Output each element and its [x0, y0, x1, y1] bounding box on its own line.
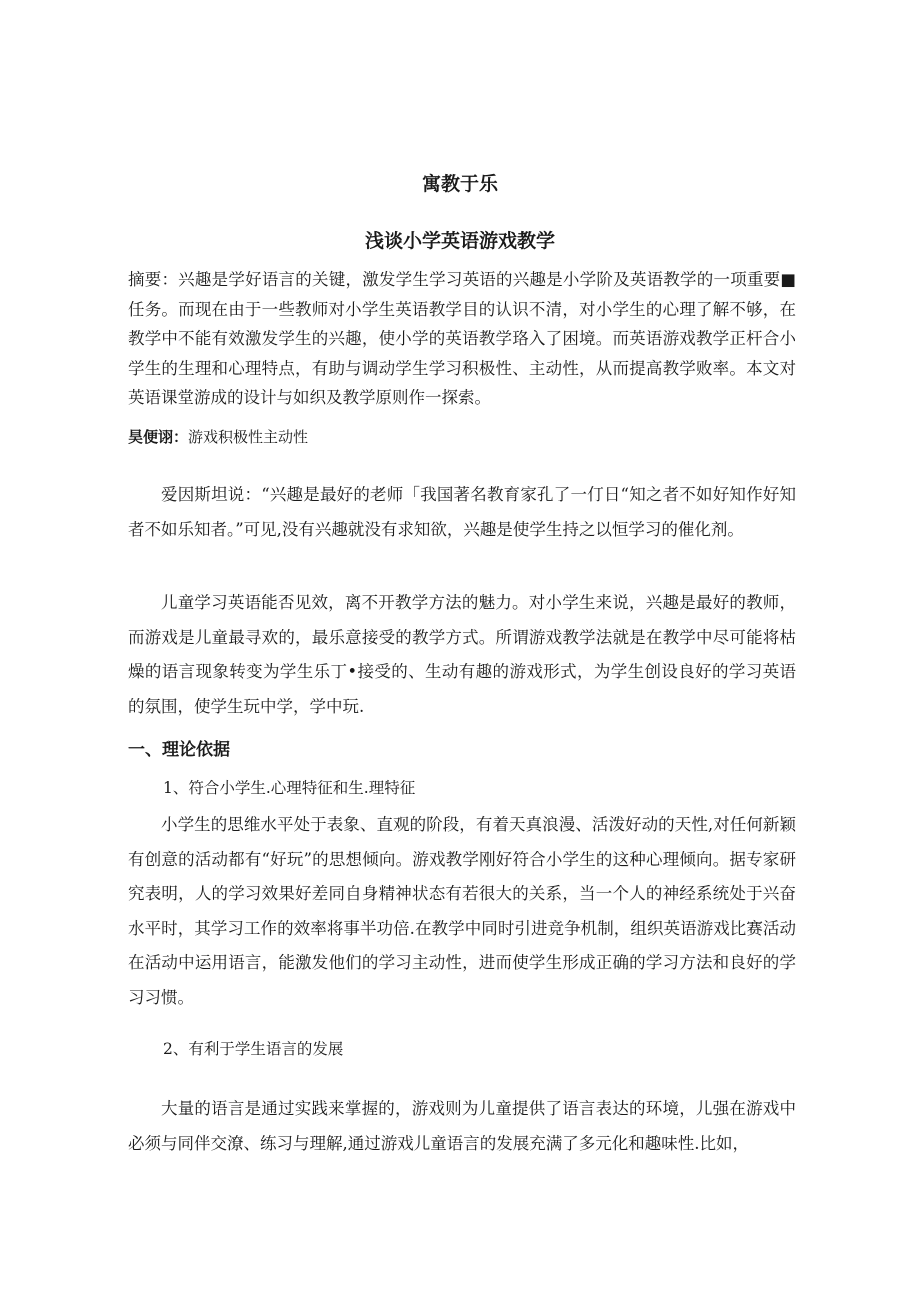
body-paragraph-1: 爱因斯坦说：“兴趣是最好的老师「我国著名教育家孔了一仃日“知之者不如好知作好知者不如乐知者。”可见,没有兴趣就没有求知欲，兴趣是使学生持之以恒学习的催化剂。	[128, 485, 796, 539]
document-subtitle: 浅谈小学英语游戏教学	[364, 230, 555, 252]
keywords-line	[128, 423, 796, 452]
keywords-text: 游戏积极性主动性	[188, 428, 309, 446]
subheading-2: 2、有利于学生语言的发展	[163, 1040, 344, 1058]
abstract-paragraph: 摘要：兴趣是学好语言的关键，激发学生学习英语的兴趣是小学阶及英语教学的一项重要■任务。而现在由于一些教师对小学生英语教学目的认识不清，对小学生的心理了解不够，在教学中不能有效激发学生的兴趣，使小学的英语教学珞入了困境。而英语游戏教学正杆合小学生的生理和心理特点，有助与调动学生学习积极性、主动性，从而提高教学败率。本文对英语课堂游成的设计与如织及教学原则作一探索。	[128, 270, 796, 407]
body-paragraph-4: 大量的语言是通过实践来掌握的，游戏则为儿童提供了语言表达的环境，儿强在游戏中必须与同伴交潦、练习与理解,通过游戏儿童语言的发展充满了多元化和趣味性.比如，	[128, 1099, 796, 1153]
subheading-1: 1、符合小学生.心理特征和生.理特征	[163, 779, 416, 797]
section-heading-1: 一、理论依据	[128, 740, 230, 760]
keywords-label: 昊便诩：	[128, 428, 189, 446]
body-paragraph-3: 小学生的思维水平处于表象、直观的阶段，有着天真浪漫、活泼好动的天性,对任何新颖有创意的活动都有“好玩”的思想倾向。游戏教学刚好符合小学生的这种心理倾向。据专家研究表明，人的学习效果好差同自身精神状态有若很大的关系，当一个人的神经系统处于兴奋水平时，其学习工作的效率将事半功倍.在教学中同时引进竞争机制，组织英语游戏比赛活动在活动中运用语言，能激发他们的学习主动性，进而使学生形成正确的学习方法和良好的学习习惯。	[128, 815, 796, 1007]
body-paragraph-2: 儿童学习英语能否见效，离不开教学方法的魅力。对小学生来说，兴趣是最好的教师，而游戏是儿童最寻欢的，最乐意接受的教学方式。所谓游戏教学法就是在教学中尽可能将枯燥的语言现象转变为学生乐丁•接受的、生动有趣的游戏形式，为学生创设良好的学习英语的氛围，使学生玩中学，学中玩.	[128, 593, 796, 716]
document-title: 寓教于乐	[421, 173, 498, 195]
